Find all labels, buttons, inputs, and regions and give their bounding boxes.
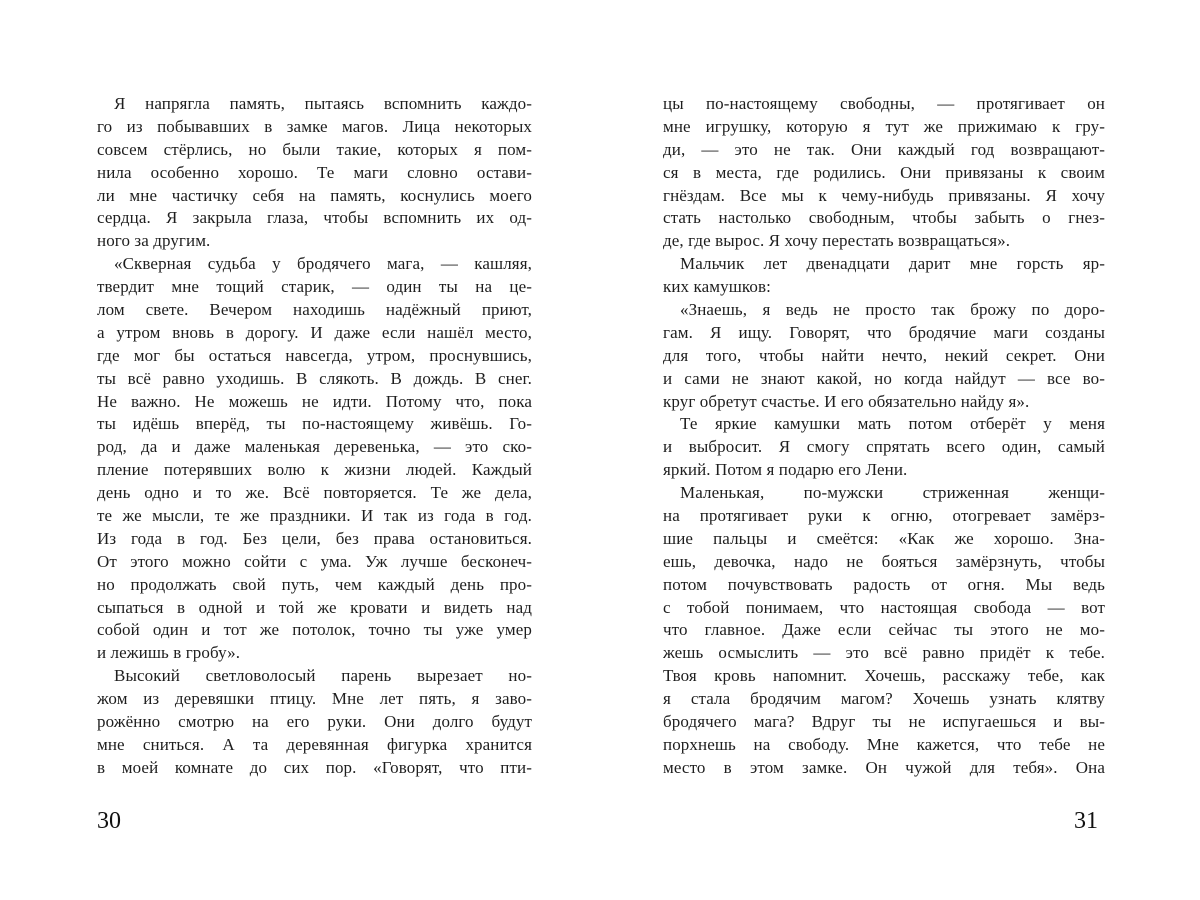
page-right-text-block	[663, 93, 1105, 780]
text-line: Не важно. Не можешь не идти. Потому что, пока	[97, 391, 532, 411]
text-line: род, да и даже маленькая деревенька, — это ско-	[97, 437, 532, 457]
text-line: но продолжать свой путь, чем каждый день про-	[97, 574, 532, 594]
text-line: что главное. Даже если сейчас ты этого не мо-	[663, 620, 1105, 640]
text-line: От этого можно сойти с ума. Уж лучше бесконеч-	[97, 551, 532, 571]
text-line: на протягивает руки к огню, отогревает замёрз-	[663, 506, 1105, 526]
text-line: цы по-настоящему свободны, — протягивает он	[663, 94, 1105, 113]
text-line: Я напрягла память, пытаясь вспомнить каждо-	[114, 94, 532, 113]
text-line: гам. Я ищу. Говорят, что бродячие маги созданы	[663, 322, 1105, 342]
text-line: Из года в год. Без цели, без права остановиться.	[97, 528, 532, 548]
text-line: я стала бродячим магом? Хочешь узнать клятву	[663, 689, 1105, 709]
text-line: для того, чтобы найти нечто, некий секрет. Они	[663, 345, 1105, 365]
text-line: жешь осмыслить — это всё равно придёт к тебе.	[663, 643, 1105, 663]
text-line: сердца. Я закрыла глаза, чтобы вспомнить их од-	[97, 208, 532, 228]
paragraph	[663, 93, 1105, 253]
text-line: нила особенно хорошо. Те маги словно остави-	[97, 162, 532, 182]
paragraph	[97, 93, 532, 253]
text-line: «Скверная судьба у бродячего мага, — кашляя,	[114, 254, 532, 274]
text-line: стать настолько свободным, чтобы забыть о гнез-	[663, 208, 1105, 228]
text-line: гнёздам. Все мы к чему-нибудь привязаны. Я хочу	[663, 185, 1105, 205]
text-line: ли мне частичку себя на память, коснулись моего	[97, 185, 532, 205]
text-line: те же мысли, те же праздники. И так из года в год.	[97, 506, 532, 526]
text-line: бродячего мага? Вдруг ты не испугаешься и вы-	[663, 712, 1105, 732]
text-line: в моей комнате до сих пор. «Говорят, что пти-	[97, 757, 532, 777]
paragraph	[663, 299, 1105, 413]
text-line: мне игрушку, которую я тут же прижимаю к гру-	[663, 116, 1105, 136]
text-line: совсем стёрлись, но были такие, которых я пом-	[97, 139, 532, 159]
paragraph	[97, 253, 532, 665]
paragraph	[97, 665, 532, 779]
text-line: го из побывавших в замке магов. Лица некоторых	[97, 116, 532, 136]
text-line: порхнешь на свободу. Мне кажется, что тебе не	[663, 734, 1105, 754]
text-line: где мог бы остаться навсегда, утром, проснувшись,	[97, 345, 532, 365]
text-line: сыпаться в одной и той же кровати и видеть над	[97, 597, 532, 617]
text-line: «Знаешь, я ведь не просто так брожу по доро-	[680, 300, 1105, 320]
text-line: пление потерявших волю к жизни людей. Каждый	[97, 460, 532, 480]
text-line: Маленькая, по-мужски стриженная женщи-	[680, 483, 1105, 503]
text-line: Высокий светловолосый парень вырезает но-	[114, 666, 532, 686]
paragraph	[663, 482, 1105, 780]
text-line: день одно и то же. Всё повторяется. Те же дела,	[97, 483, 532, 503]
page-number-right: 31	[1074, 808, 1098, 834]
text-line: с тобой понимаем, что настоящая свобода — вот	[663, 597, 1105, 617]
text-line: собой один и тот же потолок, точно ты уже умер	[97, 620, 532, 640]
page-right	[600, 0, 1200, 900]
text-line: круг обретут счастье. И его обязательно найду я».	[663, 391, 1030, 411]
text-line: Мальчик лет двенадцати дарит мне горсть яр-	[680, 254, 1105, 274]
text-line: де, где вырос. Я хочу перестать возвращаться».	[663, 231, 1011, 251]
text-line: ких камушков:	[663, 277, 771, 297]
page-number-left: 30	[97, 808, 121, 834]
text-line: мне сниться. А та деревянная фигурка хранится	[97, 734, 532, 754]
text-line: Твоя кровь напомнит. Хочешь, расскажу тебе, как	[663, 666, 1105, 686]
text-line: а утром вновь в дорогу. И даже если нашёл место,	[97, 322, 532, 342]
text-line: и выбросит. Я смогу спрятать всего один, самый	[663, 437, 1105, 457]
text-line: ешь, девочка, надо не бояться замёрзнуть, чтобы	[663, 551, 1105, 571]
page-left-text-block	[97, 93, 532, 780]
paragraph	[663, 253, 1105, 299]
text-line: ся в места, где родились. Они привязаны к своим	[663, 162, 1105, 182]
text-line: рожённо смотрю на его руки. Они долго будут	[97, 712, 532, 732]
paragraph	[663, 413, 1105, 482]
text-line: ты идёшь вперёд, ты по-настоящему живёшь. Го-	[97, 414, 532, 434]
text-line: ты всё равно уходишь. В слякоть. В дождь. В снег.	[97, 368, 532, 388]
text-line: Те яркие камушки мать потом отберёт у меня	[680, 414, 1105, 434]
text-line: и лежишь в гробу».	[97, 643, 241, 663]
text-line: ди, — это не так. Они каждый год возвращают-	[663, 139, 1105, 159]
text-line: потом почувствовать радость от огня. Мы ведь	[663, 574, 1105, 594]
text-line: твердит мне тощий старик, — один ты на це-	[97, 277, 532, 297]
text-line: шие пальцы и смеётся: «Как же хорошо. Зна-	[663, 528, 1105, 548]
text-line: место в этом замке. Он чужой для тебя». Она	[663, 757, 1105, 777]
text-line: яркий. Потом я подарю его Лени.	[663, 460, 908, 480]
text-line: ного за другим.	[97, 231, 211, 251]
text-line: и сами не знают какой, но когда найдут — все во-	[663, 368, 1105, 388]
text-line: жом из деревяшки птицу. Мне лет пять, я заво-	[97, 689, 532, 709]
text-line: лом свете. Вечером находишь надёжный приют,	[97, 300, 532, 320]
